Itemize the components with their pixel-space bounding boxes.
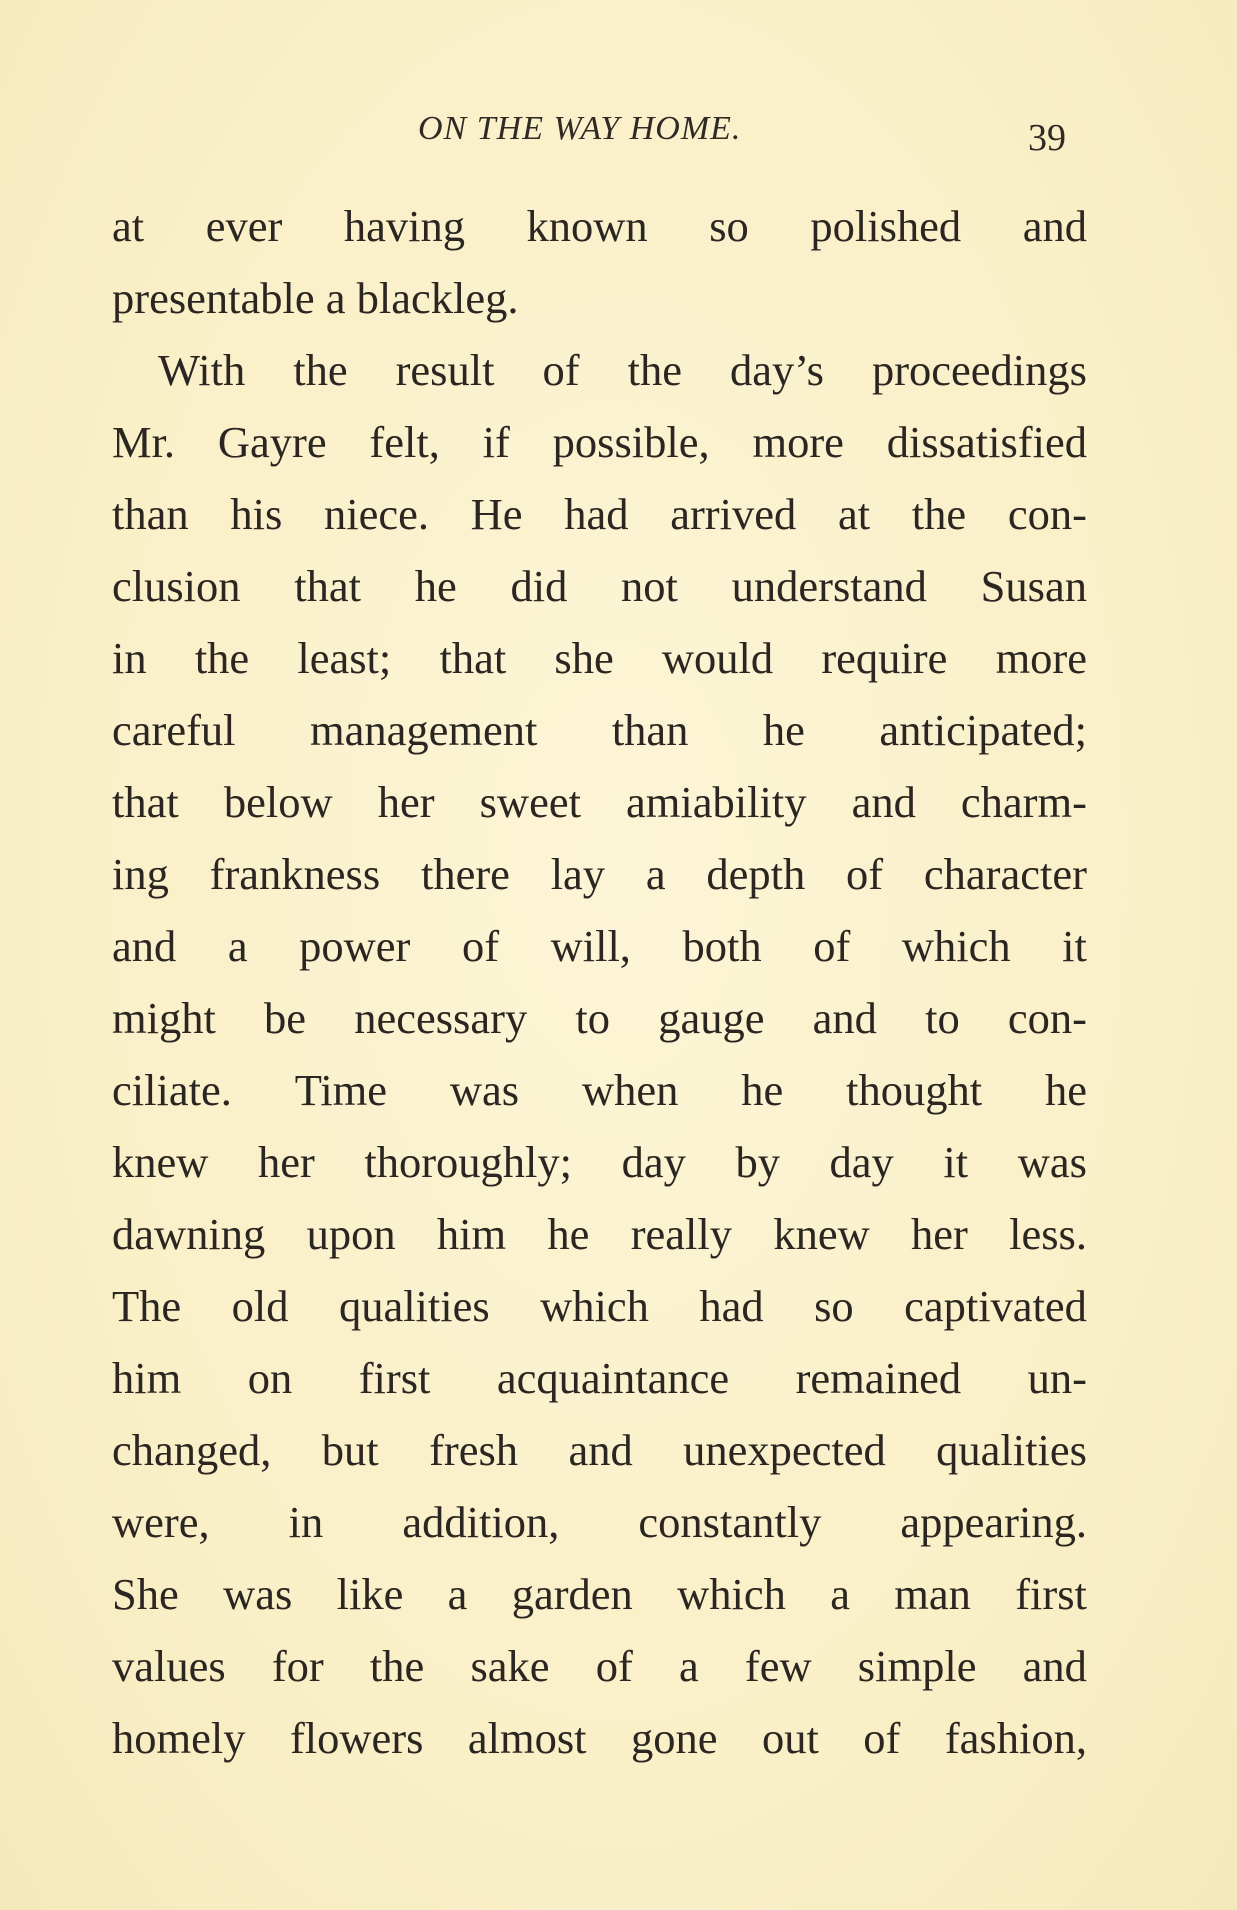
word: was	[223, 1569, 293, 1619]
word: ever	[205, 201, 283, 251]
word: the	[293, 345, 348, 395]
word: Mr.	[112, 417, 176, 467]
word: values	[112, 1641, 226, 1691]
word: which	[677, 1569, 786, 1619]
word: man	[894, 1569, 971, 1619]
text-line	[112, 406, 1087, 478]
word: knew	[773, 1209, 870, 1259]
word: of	[461, 921, 500, 971]
word: clusion	[112, 561, 241, 611]
word: charm-	[960, 777, 1087, 827]
word: if	[482, 417, 510, 467]
word: her	[911, 1209, 968, 1259]
text-line: presentable a blackleg.	[112, 273, 519, 323]
word: the	[369, 1641, 425, 1691]
word: sake	[470, 1641, 550, 1691]
word: to	[575, 993, 611, 1043]
word: he	[1044, 1065, 1087, 1115]
word: anticipated;	[879, 705, 1087, 755]
text-line	[112, 1198, 1087, 1270]
word: might	[112, 993, 216, 1043]
word: of	[846, 849, 884, 899]
word: out	[761, 1713, 819, 1763]
word: he	[741, 1065, 784, 1115]
word: Gayre	[217, 417, 327, 467]
word: and	[812, 993, 877, 1043]
word: con-	[1007, 489, 1087, 539]
text-line	[112, 1702, 1087, 1774]
word: he	[762, 705, 805, 755]
word: of	[542, 345, 580, 395]
word: require	[821, 633, 948, 683]
word: necessary	[354, 993, 528, 1043]
word: fresh	[429, 1425, 519, 1475]
word: really	[630, 1209, 733, 1259]
word: had	[699, 1281, 764, 1331]
word: of	[595, 1641, 633, 1691]
word: did	[510, 561, 568, 611]
word: careful	[112, 705, 236, 755]
word: when	[582, 1065, 679, 1115]
word: understand	[731, 561, 927, 611]
word: was	[449, 1065, 520, 1115]
word: so	[709, 201, 749, 251]
word: sweet	[479, 777, 581, 827]
text-line	[112, 838, 1087, 910]
word: a	[447, 1569, 468, 1619]
word: With	[158, 345, 246, 395]
word: he	[547, 1209, 590, 1259]
word: Time	[294, 1065, 388, 1115]
word: day	[621, 1137, 686, 1187]
page-number: 39	[1028, 117, 1066, 159]
body-text	[112, 190, 1087, 1774]
word: known	[526, 201, 648, 251]
word: a	[227, 921, 248, 971]
word: management	[309, 705, 538, 755]
word: so	[814, 1281, 854, 1331]
word: be	[264, 993, 307, 1043]
word: it	[943, 1137, 969, 1187]
word: would	[661, 633, 774, 683]
word: un-	[1027, 1353, 1087, 1403]
word: first	[1015, 1569, 1087, 1619]
word: the	[194, 633, 250, 683]
word: and	[851, 777, 916, 827]
text-line	[112, 766, 1087, 838]
word: upon	[306, 1209, 396, 1259]
word: captivated	[904, 1281, 1087, 1331]
word: power	[299, 921, 411, 971]
text-line	[112, 1630, 1087, 1702]
word: him	[436, 1209, 507, 1259]
word: remained	[795, 1353, 962, 1403]
word: dawning	[112, 1209, 266, 1259]
word: day’s	[729, 345, 824, 395]
word: old	[231, 1281, 289, 1331]
word: homely	[112, 1713, 246, 1763]
word: he	[414, 561, 457, 611]
word: simple	[857, 1641, 977, 1691]
word: that	[439, 633, 507, 683]
word: result	[395, 345, 495, 395]
text-line	[112, 1126, 1087, 1198]
word: arrived	[670, 489, 797, 539]
text-line	[112, 622, 1087, 694]
word: her	[377, 777, 435, 827]
text-line	[112, 982, 1087, 1054]
word: his	[230, 489, 283, 539]
word: in	[112, 633, 147, 683]
word: least;	[297, 633, 392, 683]
word: she	[554, 633, 614, 683]
word: at	[837, 489, 871, 539]
text-line	[112, 190, 1087, 262]
word: acquaintance	[496, 1353, 730, 1403]
word: in	[288, 1497, 324, 1547]
word: She	[112, 1569, 179, 1619]
word: possible,	[552, 417, 710, 467]
text-line	[112, 334, 1087, 406]
word: frankness	[209, 849, 381, 899]
text-line	[112, 694, 1087, 766]
word: both	[682, 921, 762, 971]
word: few	[744, 1641, 812, 1691]
word: garden	[511, 1569, 633, 1619]
text-line	[112, 1486, 1087, 1558]
word: dissatisfied	[886, 417, 1087, 467]
word: flowers	[289, 1713, 424, 1763]
word: appearing.	[900, 1497, 1087, 1547]
text-line	[112, 478, 1087, 550]
word: of	[813, 921, 851, 971]
word: the	[911, 489, 967, 539]
word: there	[420, 849, 510, 899]
word: him	[112, 1353, 182, 1403]
word: qualities	[936, 1425, 1087, 1475]
word: character	[923, 849, 1087, 899]
text-line	[112, 1270, 1087, 1342]
word: ing	[112, 849, 169, 899]
word: constantly	[638, 1497, 822, 1547]
word: felt,	[369, 417, 440, 467]
word: a	[830, 1569, 850, 1619]
word: below	[223, 777, 333, 827]
word: a	[678, 1641, 699, 1691]
word: polished	[810, 201, 962, 251]
word: amiability	[626, 777, 807, 827]
word: and	[1022, 201, 1087, 251]
word: to	[925, 993, 960, 1043]
word: like	[336, 1569, 404, 1619]
text-line	[112, 1558, 1087, 1630]
word: which	[901, 921, 1011, 971]
word: and	[568, 1425, 633, 1475]
word: ciliate.	[112, 1065, 232, 1115]
word: gauge	[658, 993, 765, 1043]
word: her	[257, 1137, 315, 1187]
word: and	[1022, 1641, 1087, 1691]
running-head	[0, 108, 1237, 158]
word: qualities	[338, 1281, 490, 1331]
word: the	[627, 345, 682, 395]
word: a	[645, 849, 666, 899]
word: more	[995, 633, 1087, 683]
word: of	[863, 1713, 901, 1763]
word: first	[358, 1353, 431, 1403]
word: on	[247, 1353, 293, 1403]
word: will,	[550, 921, 631, 971]
word: were,	[112, 1497, 210, 1547]
word: that	[112, 777, 179, 827]
word: addition,	[402, 1497, 560, 1547]
word: con-	[1007, 993, 1087, 1043]
word: The	[112, 1281, 182, 1331]
word: which	[540, 1281, 649, 1331]
word: fashion,	[944, 1713, 1087, 1763]
word: Susan	[980, 561, 1087, 611]
word: lay	[550, 849, 606, 899]
word: had	[564, 489, 629, 539]
word: niece.	[323, 489, 429, 539]
word: thought	[846, 1065, 983, 1115]
word: gone	[630, 1713, 718, 1763]
word: having	[343, 201, 465, 251]
word: day	[829, 1137, 894, 1187]
word: thoroughly;	[364, 1137, 573, 1187]
word: by	[735, 1137, 780, 1187]
word: that	[294, 561, 361, 611]
text-line	[112, 550, 1087, 622]
text-line	[112, 910, 1087, 982]
running-title: ON THE WAY HOME.	[418, 110, 742, 147]
word: more	[752, 417, 844, 467]
word: depth	[706, 849, 806, 899]
word: changed,	[112, 1425, 272, 1475]
text-line	[112, 1054, 1087, 1126]
word: not	[621, 561, 678, 611]
text-line	[112, 1414, 1087, 1486]
word: but	[321, 1425, 379, 1475]
word: unexpected	[683, 1425, 886, 1475]
word: He	[470, 489, 523, 539]
word: almost	[467, 1713, 587, 1763]
word: less.	[1009, 1209, 1087, 1259]
word: than	[112, 489, 189, 539]
word: proceedings	[871, 345, 1087, 395]
word: knew	[112, 1137, 209, 1187]
word: it	[1062, 921, 1087, 971]
word: at	[112, 201, 145, 251]
word: for	[271, 1641, 324, 1691]
text-line	[112, 1342, 1087, 1414]
word: and	[112, 921, 177, 971]
word: was	[1017, 1137, 1087, 1187]
word: than	[611, 705, 689, 755]
